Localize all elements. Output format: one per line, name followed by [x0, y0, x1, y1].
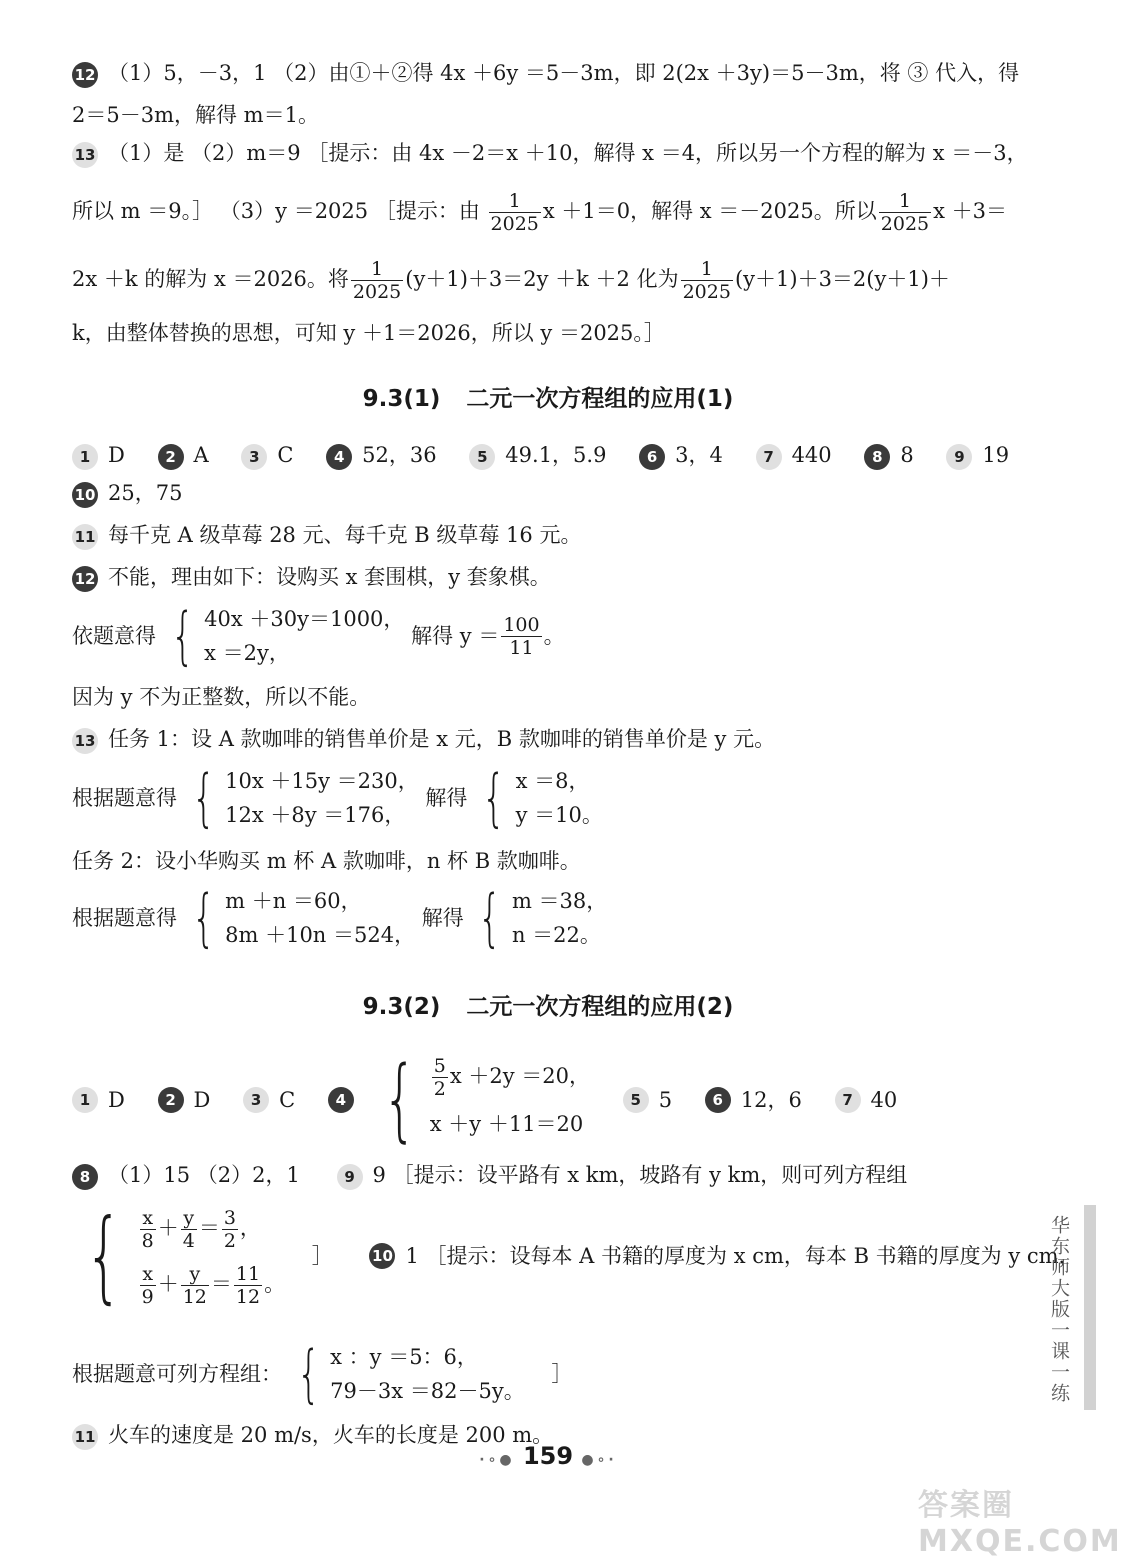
fraction: [681, 258, 733, 303]
answer-text: 。: [543, 624, 565, 648]
section-title-9-3-1: [0, 380, 1096, 413]
answer-value: 12，6: [740, 1088, 802, 1112]
denominator: 2025: [682, 281, 731, 303]
answer-value: D: [108, 1088, 125, 1112]
fraction: [234, 1263, 262, 1308]
equation: 10x ＋15y ＝230，: [225, 769, 419, 793]
numerator: 11: [235, 1263, 261, 1285]
brace-icon: {: [84, 1197, 123, 1314]
answer-11: [72, 520, 581, 550]
answer-value: 8: [900, 443, 914, 467]
equation-text: x ＋2y ＝20，: [449, 1064, 591, 1088]
answer-text: 解得: [425, 786, 468, 810]
brace-icon: {: [478, 881, 503, 954]
equation-system: [289, 1337, 525, 1410]
answer-text: (y＋1)＋3＝2y ＋k ＋2 化为: [405, 267, 679, 291]
denominator: 2025: [880, 213, 930, 235]
denominator: 2025: [490, 213, 539, 235]
answer-9-system: [72, 1197, 1080, 1314]
numerator: y: [181, 1207, 197, 1230]
equation: [430, 1052, 590, 1100]
answer-8-9: [72, 1160, 907, 1190]
fraction: [181, 1263, 209, 1308]
answer-value: 3，4: [675, 443, 723, 467]
numerator: 1: [351, 258, 403, 281]
numerator: 100: [503, 613, 540, 636]
fraction: [351, 258, 403, 303]
answer-text: 依题意得: [72, 624, 156, 648]
equation: n ＝22。: [511, 923, 601, 947]
question-number-badge: 2: [158, 1087, 184, 1113]
numerator: 5: [433, 1055, 446, 1077]
equation: x ＋y ＋11＝20: [429, 1112, 584, 1136]
fraction: [181, 1207, 197, 1252]
answer-value: A: [193, 443, 209, 467]
answer-12-conclusion: [72, 682, 370, 712]
answer-13-line4: [72, 318, 665, 348]
denominator: 12: [182, 1286, 207, 1308]
fraction: [222, 1207, 238, 1252]
answer-13-system1: [72, 761, 603, 834]
brace-icon: {: [170, 599, 195, 672]
side-label: 华东师大版一课一练: [1048, 1215, 1070, 1404]
answer-12-line1: [72, 58, 1019, 88]
question-number-badge: 7: [835, 1087, 861, 1113]
answer-text: x ＋1＝0，解得 x ＝－2025。所以: [542, 199, 877, 223]
question-number-badge: 13: [72, 142, 98, 168]
answer-text: 解得: [421, 906, 464, 930]
fraction: [501, 614, 541, 659]
question-number-badge: 5: [469, 444, 495, 470]
fraction: [140, 1263, 156, 1308]
answer-text: （1）5，－3，1 （2）由①＋②得 4x ＋6y ＝5－3m，即 2(2x ＋3y)＝5－3m，将 ③ 代入，得: [108, 61, 1020, 85]
answer-13-line1: [72, 138, 1028, 168]
answer-value: D: [108, 443, 125, 467]
answer-value: 25，75: [108, 481, 183, 505]
question-number-badge: 4: [328, 1087, 354, 1113]
question-number-badge: 12: [72, 566, 98, 592]
equation-system: [184, 881, 416, 954]
page-number-text: 159: [522, 1442, 574, 1470]
bracket-close: ］: [311, 1244, 333, 1268]
answers-row-2: [72, 478, 182, 508]
fraction: [432, 1055, 448, 1100]
brace-icon: {: [381, 1047, 417, 1152]
answer-text: 根据题意得: [72, 786, 177, 810]
answer-13-task2: [72, 846, 581, 876]
page-number: [0, 1442, 1096, 1470]
answer-text: 火车的速度是 20 m/s，火车的长度是 200 m。: [108, 1423, 554, 1447]
question-number-badge: 9: [946, 444, 972, 470]
section-number: 9.3(1): [362, 386, 441, 412]
equation: y ＝10。: [515, 803, 603, 827]
question-number-badge: 2: [158, 444, 184, 470]
brace-icon: {: [191, 761, 216, 834]
answer-text: 不能，理由如下：设购买 x 套围棋，y 套象棋。: [108, 565, 551, 589]
bracket-close: ］: [551, 1362, 573, 1386]
brace-icon: {: [191, 881, 216, 954]
question-number-badge: 4: [326, 444, 352, 470]
question-number-badge: 1: [72, 444, 98, 470]
brace-icon: {: [482, 761, 506, 834]
question-number-badge: 1: [72, 1087, 98, 1113]
equation: x ＝2y，: [204, 641, 290, 665]
answer-text: 1 ［提示：设每本 A 书籍的厚度为 x cm，每本 B 书籍的厚度为 y cm，: [405, 1244, 1080, 1268]
answer-10-system: [72, 1337, 573, 1410]
solution-system: [474, 761, 603, 834]
answer-13-system2: [72, 881, 608, 954]
numerator: x: [140, 1207, 156, 1230]
question-number-badge: 9: [337, 1164, 363, 1190]
brace-icon: {: [296, 1337, 321, 1410]
denominator: 9: [141, 1286, 154, 1308]
equation: $\frac{x}{9}$ ＋ $\frac{y}{12}$ ＝ $\frac{11}{12}$ 。: [141, 1263, 286, 1308]
answer-text: 根据题意可列方程组：: [72, 1362, 282, 1386]
numerator: y: [181, 1263, 209, 1286]
section-heading: 二元一次方程组的应用(1): [466, 386, 734, 412]
numerator: 1: [879, 190, 931, 213]
question-number-badge: 3: [241, 444, 267, 470]
equation-system: [72, 1197, 286, 1314]
answer-text: 根据题意得: [72, 906, 177, 930]
equation: x ：y ＝5：6，: [330, 1345, 478, 1369]
equation: $\frac{x}{8}$ ＋ $\frac{y}{4}$ ＝ $\frac{3}{2}$ ，: [141, 1207, 261, 1252]
section-number: 9.3(2): [362, 994, 441, 1020]
question-number-badge: 12: [72, 62, 98, 88]
answer-12-system: [72, 599, 565, 672]
side-tab-marker: [1084, 1205, 1096, 1410]
answer-value: 52，36: [362, 443, 437, 467]
numerator: 1: [489, 190, 541, 213]
answer-value: 19: [982, 443, 1010, 467]
denominator: 12: [235, 1286, 261, 1308]
equation: 40x ＋30y＝1000，: [204, 607, 405, 631]
equation-system: [184, 761, 419, 834]
equation: 79－3x ＝82－5y。: [330, 1379, 525, 1403]
answers-row-s2: [72, 1047, 898, 1152]
fraction: [140, 1207, 156, 1252]
numerator: x: [140, 1263, 156, 1286]
denominator: 8: [141, 1230, 154, 1252]
question-number-badge: 11: [72, 1424, 98, 1450]
question-number-badge: 13: [72, 728, 98, 754]
answer-text: 任务 1：设 A 款咖啡的销售单价是 x 元，B 款咖啡的销售单价是 y 元。: [108, 727, 776, 751]
answer-text: （1）15 （2）2，1: [108, 1163, 300, 1187]
equation: x ＝8，: [515, 769, 590, 793]
equation: 12x ＋8y ＝176，: [225, 803, 406, 827]
answer-text: 每千克 A 级草莓 28 元、每千克 B 级草莓 16 元。: [108, 523, 582, 547]
answer-value: 5: [658, 1088, 673, 1112]
answer-text: 2＝5－3m，解得 m＝1。: [72, 103, 319, 127]
question-number-badge: 8: [864, 444, 890, 470]
question-number-badge: 6: [639, 444, 665, 470]
numerator: 3: [223, 1207, 236, 1229]
solution-system: [470, 881, 608, 954]
fraction: [489, 190, 541, 235]
question-number-badge: 7: [756, 444, 782, 470]
denominator: 11: [509, 636, 534, 659]
answer-text: 所以 m ＝9。］ （3）y ＝2025 ［提示：由: [72, 199, 480, 223]
denominator: 2: [433, 1078, 446, 1100]
denominator: 2025: [352, 281, 402, 303]
answer-value: C: [279, 1088, 296, 1112]
answer-value: D: [193, 1088, 211, 1112]
question-number-badge: 3: [243, 1087, 269, 1113]
answer-12: [72, 562, 551, 592]
section-title-9-3-2: [0, 988, 1096, 1021]
answer-text: 任务 2：设小华购买 m 杯 A 款咖啡，n 杯 B 款咖啡。: [72, 849, 581, 873]
answer-value: 49.1，5.9: [505, 443, 607, 467]
denominator: 4: [182, 1230, 195, 1252]
numerator: 1: [681, 258, 733, 281]
answer-text: 解得 y ＝: [411, 624, 500, 648]
dots-decoration-icon: ●∘·: [581, 1452, 617, 1468]
equation: 8m ＋10n ＝524，: [225, 923, 416, 947]
dots-decoration-icon: ·∘●: [479, 1452, 515, 1468]
question-number-badge: 5: [623, 1087, 649, 1113]
equation-system: [371, 1047, 591, 1152]
question-number-badge: 10: [72, 482, 98, 508]
answer-text: 因为 y 不为正整数，所以不能。: [72, 685, 371, 709]
answer-text: (y＋1)＋3＝2(y＋1)＋: [734, 267, 950, 291]
answers-row-1: [72, 440, 1009, 470]
answer-text: （1）是 （2）m＝9 ［提示：由 4x －2＝x ＋10，解得 x ＝4，所以另一个方程的解为 x ＝－3，: [108, 141, 1028, 165]
answer-12-line2: [72, 100, 319, 130]
equation-system: [163, 599, 405, 672]
answer-text: 9 ［提示：设平路有 x km，坡路有 y km，则可列方程组: [372, 1163, 908, 1187]
watermark-logo: 答案圈 MXQE.COM: [918, 1488, 1122, 1559]
answer-13-task1: [72, 724, 775, 754]
equation: m ＋n ＝60，: [225, 889, 362, 913]
fraction: [879, 190, 931, 235]
question-number-badge: 10: [369, 1243, 395, 1269]
answer-13-line2: [72, 190, 1007, 235]
denominator: 2: [223, 1230, 236, 1252]
question-number-badge: 8: [72, 1164, 98, 1190]
question-number-badge: 6: [705, 1087, 731, 1113]
answer-value: C: [277, 443, 294, 467]
answer-value: 440: [791, 443, 832, 467]
answer-value: 40: [870, 1088, 898, 1112]
question-number-badge: 11: [72, 524, 98, 550]
section-heading: 二元一次方程组的应用(2): [466, 994, 734, 1020]
answer-text: k，由整体替换的思想，可知 y ＋1＝2026，所以 y ＝2025。］: [72, 321, 665, 345]
answer-13-line3: [72, 258, 950, 303]
answer-text: 2x ＋k 的解为 x ＝2026。将: [72, 267, 349, 291]
answer-text: x ＋3＝: [933, 199, 1008, 223]
equation: m ＝38，: [511, 889, 608, 913]
